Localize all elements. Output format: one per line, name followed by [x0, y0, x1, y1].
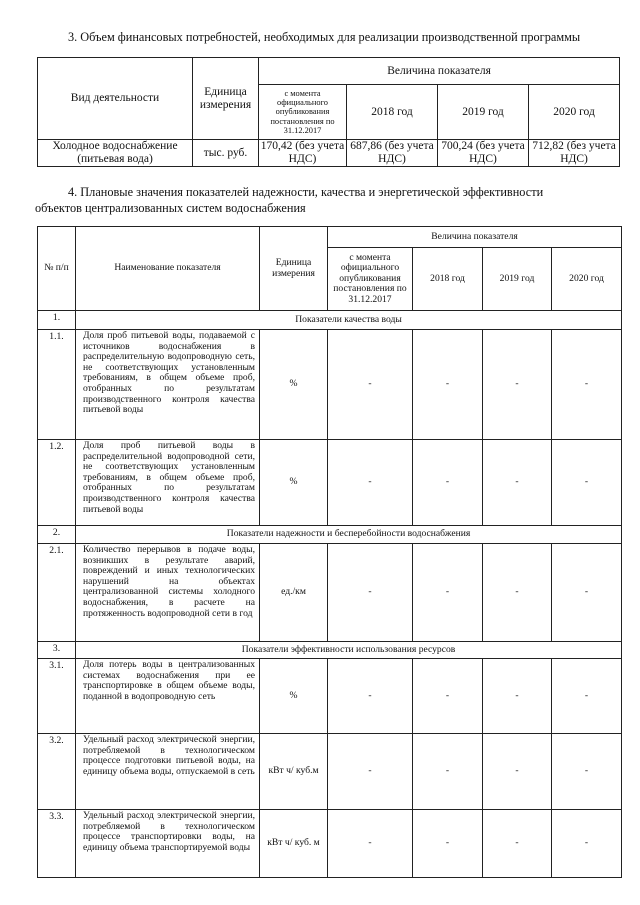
- cell-value-period0: -: [328, 810, 413, 878]
- cell-value-2020: 712,82 (без учета НДС): [529, 140, 620, 167]
- col-header-value: Величина показателя: [328, 227, 622, 248]
- section3-heading: 3. Объем финансовых потребностей, необходимых для реализации производственной программы: [68, 30, 581, 44]
- cell-value-2018: -: [413, 544, 483, 642]
- cell-num: 3.2.: [38, 734, 76, 810]
- cell-value-period0: 170,42 (без учета НДС): [259, 140, 347, 167]
- section-row: [38, 311, 622, 330]
- section-num: 1.: [38, 311, 76, 330]
- cell-value-2020: -: [552, 810, 622, 878]
- cell-activity: Холодное водоснабжение (питьевая вода): [38, 140, 193, 167]
- col-header-2018: 2018 год: [413, 248, 483, 311]
- cell-name: Доля проб питьевой воды, подаваемой с источников водоснабжения в распределительную водопроводную сеть, не соответствующих установленным требованиям, в общем объеме проб, отобранных по результатам производственного контроля качества питьевой воды: [76, 330, 260, 440]
- col-header-period0: с момента официального опубликования постановления по 31.12.2017: [328, 248, 413, 311]
- section-row: [38, 526, 622, 544]
- col-header-2019: 2019 год: [438, 85, 529, 140]
- cell-value-2019: -: [483, 440, 552, 526]
- col-header-unit: Единица измерения: [193, 58, 259, 140]
- col-header-name: Наименование показателя: [76, 227, 260, 311]
- cell-unit: %: [260, 330, 328, 440]
- col-header-num: № п/п: [38, 227, 76, 311]
- cell-value-2020: -: [552, 734, 622, 810]
- col-header-unit: Единица измерения: [260, 227, 328, 311]
- cell-value-2019: 700,24 (без учета НДС): [438, 140, 529, 167]
- cell-value-period0: -: [328, 440, 413, 526]
- cell-value-2020: -: [552, 330, 622, 440]
- cell-unit: кВт ч/ куб.м: [260, 734, 328, 810]
- col-header-2018: 2018 год: [347, 85, 438, 140]
- table-row: [38, 330, 622, 440]
- section-title: Показатели качества воды: [76, 311, 622, 330]
- cell-value-2019: -: [483, 734, 552, 810]
- cell-name: Удельный расход электрической энергии, потребляемой в технологическом процессе транспортировки воды, на единицу объема транспортируемой воды: [76, 810, 260, 878]
- section4-heading-line1: 4. Плановые значения показателей надежности, качества и энергетической эффективности: [68, 185, 544, 199]
- col-header-activity: Вид деятельности: [38, 58, 193, 140]
- col-header-period0: с момента официального опубликования постановления по 31.12.2017: [259, 85, 347, 140]
- cell-num: 3.3.: [38, 810, 76, 878]
- section4-heading-line2: объектов централизованных систем водоснабжения: [35, 201, 306, 215]
- cell-value-2018: -: [413, 330, 483, 440]
- cell-value-2018: -: [413, 659, 483, 734]
- col-header-2020: 2020 год: [529, 85, 620, 140]
- cell-value-period0: -: [328, 544, 413, 642]
- cell-num: 3.1.: [38, 659, 76, 734]
- cell-value-2020: -: [552, 544, 622, 642]
- cell-value-period0: -: [328, 734, 413, 810]
- section-title: Показатели надежности и бесперебойности водоснабжения: [76, 526, 622, 544]
- cell-value-2019: -: [483, 659, 552, 734]
- cell-unit: %: [260, 659, 328, 734]
- col-header-value: Величина показателя: [259, 58, 620, 85]
- cell-name: Удельный расход электрической энергии, потребляемой в технологическом процессе подготовки питьевой воды, на единицу объема воды, отпускаемой в сеть: [76, 734, 260, 810]
- section-num: 2.: [38, 526, 76, 544]
- cell-value-2020: -: [552, 440, 622, 526]
- cell-name: Доля проб питьевой воды в распределительной водопроводной сети, не соответствующих установленным требованиям, в общем объеме проб, отобранных по результатам производственного контроля качества питьевой воды: [76, 440, 260, 526]
- col-header-2019: 2019 год: [483, 248, 552, 311]
- cell-value-2018: -: [413, 810, 483, 878]
- cell-unit: ед./км: [260, 544, 328, 642]
- indicators-table: [37, 226, 622, 878]
- cell-value-2020: -: [552, 659, 622, 734]
- cell-name: Количество перерывов в подаче воды, возникших в результате аварий, повреждений и иных технологических нарушений на объектах централизованной системы холодного водоснабжения, в расчете на протяженность водопроводной сети в год: [76, 544, 260, 642]
- cell-num: 1.2.: [38, 440, 76, 526]
- cell-value-2019: -: [483, 810, 552, 878]
- financial-needs-table: [37, 57, 620, 167]
- cell-name: Доля потерь воды в централизованных системах водоснабжения при ее транспортировке в общем объеме воды, поданной в водопроводную сеть: [76, 659, 260, 734]
- table-row: [38, 140, 620, 167]
- cell-value-2019: -: [483, 544, 552, 642]
- cell-value-2018: -: [413, 440, 483, 526]
- cell-value-period0: -: [328, 659, 413, 734]
- section-row: [38, 642, 622, 659]
- table-row: [38, 659, 622, 734]
- cell-num: 2.1.: [38, 544, 76, 642]
- table-row: [38, 734, 622, 810]
- cell-value-2018: 687,86 (без учета НДС): [347, 140, 438, 167]
- cell-unit: %: [260, 440, 328, 526]
- cell-num: 1.1.: [38, 330, 76, 440]
- cell-value-2019: -: [483, 330, 552, 440]
- section-num: 3.: [38, 642, 76, 659]
- table-row: [38, 440, 622, 526]
- cell-value-2018: -: [413, 734, 483, 810]
- cell-unit: кВт ч/ куб. м: [260, 810, 328, 878]
- cell-value-period0: -: [328, 330, 413, 440]
- section-title: Показатели эффективности использования ресурсов: [76, 642, 622, 659]
- col-header-2020: 2020 год: [552, 248, 622, 311]
- table-row: [38, 810, 622, 878]
- table-row: [38, 544, 622, 642]
- cell-unit: тыс. руб.: [193, 140, 259, 167]
